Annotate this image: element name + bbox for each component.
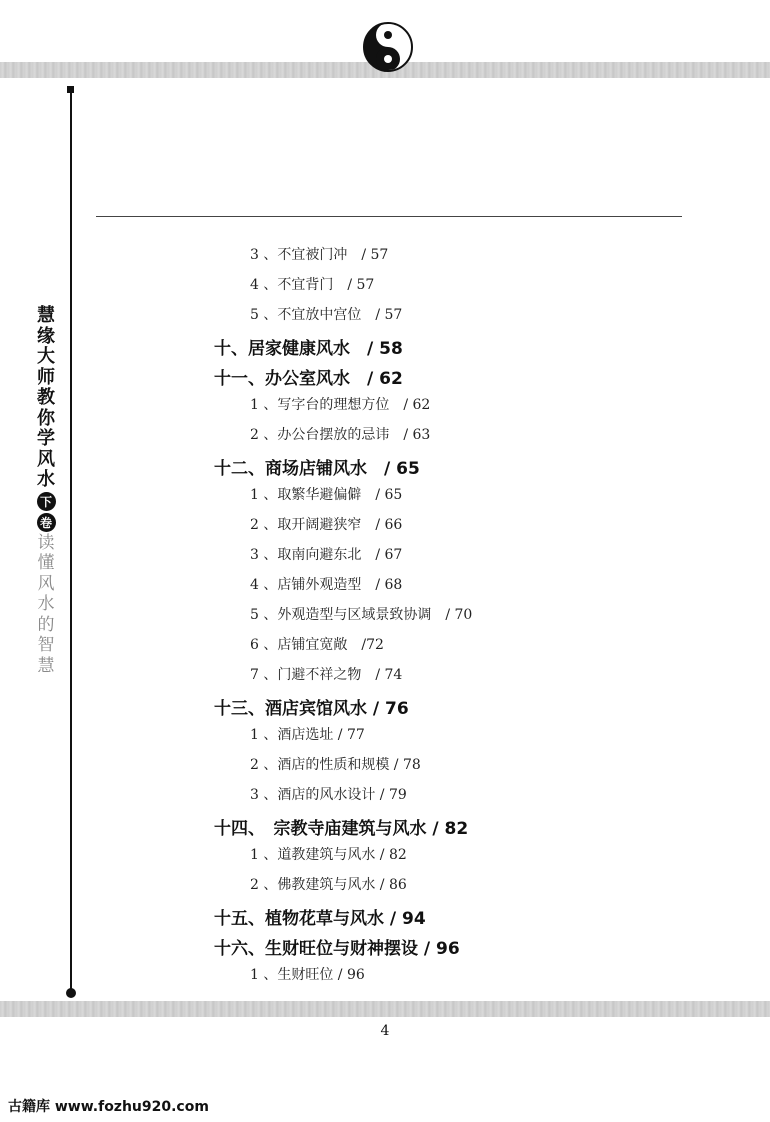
header-rule	[96, 216, 682, 217]
side-subtitle-char: 懂	[37, 553, 55, 573]
side-title-char: 大	[37, 346, 55, 367]
page-number: 4	[380, 1023, 390, 1039]
toc-chapter[interactable]: 十五、植物花草与风水 / 94	[214, 909, 426, 929]
toc-subentry[interactable]: 3 、酒店的风水设计 / 79	[250, 787, 407, 803]
side-title-char: 慧	[37, 305, 55, 326]
toc-subentry[interactable]: 1 、酒店选址 / 77	[250, 727, 365, 743]
toc-chapter[interactable]: 十六、生财旺位与财神摆设 / 96	[214, 939, 460, 959]
toc-subentry[interactable]: 3 、取南向避东北 / 67	[250, 547, 403, 563]
side-subtitle-char: 慧	[37, 655, 55, 676]
side-title-char: 你	[37, 407, 55, 429]
toc-subentry[interactable]: 2 、佛教建筑与风水 / 86	[250, 877, 407, 893]
yin-yang-icon	[363, 22, 413, 72]
toc-subentry[interactable]: 3 、不宜被门冲 / 57	[250, 247, 389, 263]
side-title-char: 风	[37, 448, 55, 470]
side-title-char: 缘	[37, 325, 55, 347]
toc-subentry[interactable]: 1 、写字台的理想方位 / 62	[250, 397, 431, 413]
side-book-title	[26, 306, 66, 676]
toc-subentry[interactable]: 4 、店铺外观造型 / 68	[250, 577, 403, 593]
volume-badge: 卷	[37, 513, 56, 532]
side-title-char: 师	[37, 366, 55, 388]
site-watermark: 古籍库 www.fozhu920.com	[8, 1099, 209, 1115]
toc-chapter[interactable]: 十、居家健康风水 / 58	[214, 339, 403, 359]
side-subtitle-char: 水	[37, 594, 55, 614]
toc-chapter[interactable]: 十一、办公室风水 / 62	[214, 369, 403, 389]
volume-badge: 下	[37, 492, 56, 511]
toc-subentry[interactable]: 5 、外观造型与区域景致协调 / 70	[250, 607, 473, 623]
toc-subentry[interactable]: 1 、道教建筑与风水 / 82	[250, 847, 407, 863]
toc-chapter[interactable]: 十四、 宗教寺庙建筑与风水 / 82	[214, 819, 469, 839]
toc-subentry[interactable]: 5 、不宜放中宫位 / 57	[250, 307, 403, 323]
side-subtitle-char: 风	[37, 573, 55, 594]
toc-subentry[interactable]: 7 、门避不祥之物 / 74	[250, 667, 403, 683]
toc-chapter[interactable]: 十二、商场店铺风水 / 65	[214, 459, 420, 479]
footer-band	[0, 1001, 770, 1017]
toc-subentry[interactable]: 4 、不宜背门 / 57	[250, 277, 375, 293]
toc-subentry[interactable]: 2 、办公台摆放的忌讳 / 63	[250, 427, 431, 443]
margin-line-end-dot	[66, 988, 76, 998]
toc-subentry[interactable]: 2 、酒店的性质和规模 / 78	[250, 757, 421, 773]
side-subtitle-char: 的	[37, 614, 55, 635]
toc-subentry[interactable]: 1 、生财旺位 / 96	[250, 967, 365, 983]
toc-chapter[interactable]: 十三、酒店宾馆风水 / 76	[214, 699, 409, 719]
side-title-char: 学	[37, 428, 55, 449]
toc-subentry[interactable]: 1 、取繁华避偏僻 / 65	[250, 487, 403, 503]
margin-line	[70, 88, 72, 994]
toc-subentry[interactable]: 2 、取开阔避狭窄 / 66	[250, 517, 403, 533]
toc-subentry[interactable]: 6 、店铺宜宽敞 /72	[250, 637, 384, 653]
side-subtitle-char: 智	[37, 635, 55, 655]
side-title-char: 水	[37, 469, 55, 490]
side-title-char: 教	[37, 387, 55, 408]
side-subtitle-char: 读	[37, 532, 55, 553]
